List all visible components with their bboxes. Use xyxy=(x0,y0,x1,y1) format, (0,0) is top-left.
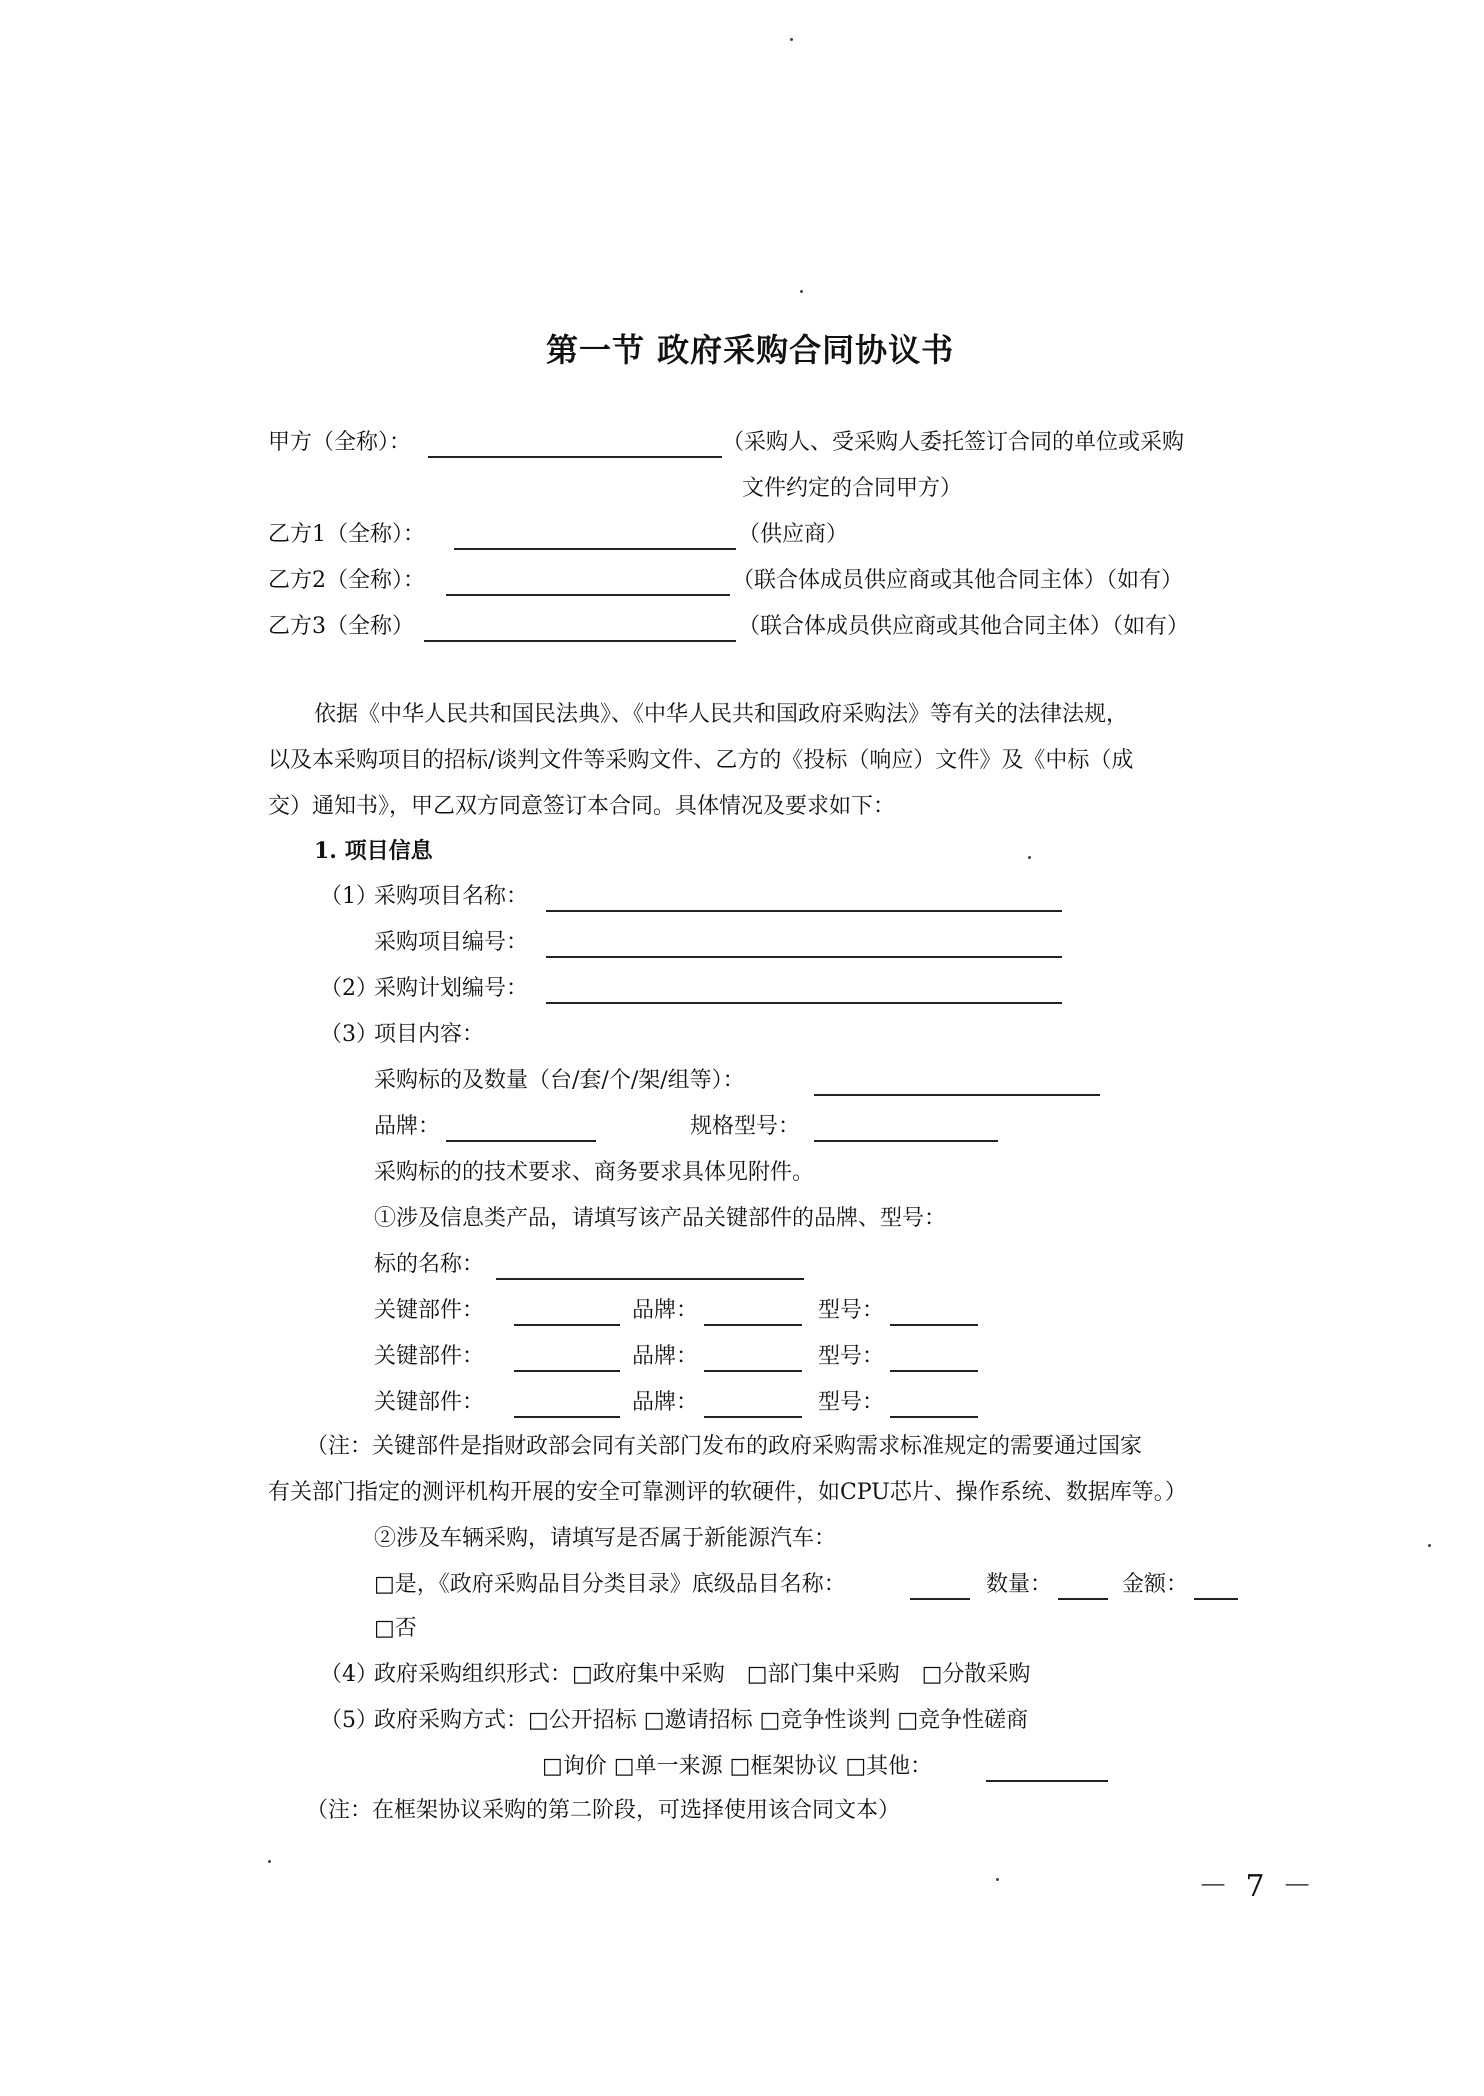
quantity-label: 采购标的及数量（台/套/个/架/组等）： xyxy=(374,1068,745,1093)
vehicle-amount-blank[interactable] xyxy=(1194,1598,1238,1600)
spec-blank[interactable] xyxy=(814,1140,998,1142)
item-2-label: 采购计划编号： xyxy=(374,976,529,1001)
item-2-number: （2） xyxy=(320,976,378,1001)
party-b3-label: 乙方3（全称） xyxy=(268,614,414,639)
key-part-brand-blank[interactable] xyxy=(704,1416,802,1418)
target-name-blank[interactable] xyxy=(496,1278,804,1280)
intro-line-3: 交）通知书》，甲乙双方同意签订本合同。具体情况及要求如下： xyxy=(268,794,896,819)
project-name-blank[interactable] xyxy=(546,910,1062,912)
framework-note: （注：在框架协议采购的第二阶段，可选择使用该合同文本） xyxy=(306,1798,901,1823)
key-part-blank[interactable] xyxy=(514,1324,620,1326)
vehicle-quantity-blank[interactable] xyxy=(1058,1598,1108,1600)
page-title: 第一节 政府采购合同协议书 xyxy=(546,331,955,369)
key-part-label: 关键部件： xyxy=(374,1298,485,1323)
scan-speck xyxy=(1428,1544,1431,1547)
party-a-note: （采购人、受采购人委托签订合同的单位或采购 xyxy=(722,430,1185,455)
item-3-label: 项目内容： xyxy=(374,1022,485,1047)
item-5-number: （5） xyxy=(320,1708,378,1733)
project-code-blank[interactable] xyxy=(546,956,1062,958)
key-part-model-blank[interactable] xyxy=(890,1416,978,1418)
attachment-note: 采购标的的技术要求、商务要求具体见附件。 xyxy=(374,1160,815,1185)
scan-speck xyxy=(996,1878,999,1881)
key-part-model-label: 型号： xyxy=(818,1344,885,1369)
info-product-prompt: ①涉及信息类产品，请填写该产品关键部件的品牌、型号： xyxy=(374,1206,947,1231)
key-part-blank[interactable] xyxy=(514,1416,620,1418)
vehicle-prompt: ②涉及车辆采购，请填写是否属于新能源汽车： xyxy=(374,1526,837,1551)
key-part-label: 关键部件： xyxy=(374,1344,485,1369)
key-part-model-blank[interactable] xyxy=(890,1324,978,1326)
party-b1-blank[interactable] xyxy=(454,548,736,550)
scan-speck xyxy=(800,290,803,293)
key-part-brand-blank[interactable] xyxy=(704,1370,802,1372)
party-b3-blank[interactable] xyxy=(424,640,736,642)
party-b1-label: 乙方1（全称）： xyxy=(268,522,425,547)
section-heading: 1. 项目信息 xyxy=(314,838,433,864)
party-b3-note: （联合体成员供应商或其他合同主体）（如有） xyxy=(738,614,1190,639)
key-part-brand-label: 品牌： xyxy=(632,1298,699,1323)
item-4-number: （4） xyxy=(320,1662,378,1687)
scan-speck xyxy=(790,38,793,41)
scan-speck xyxy=(268,1860,271,1863)
item-3-number: （3） xyxy=(320,1022,378,1047)
scan-speck xyxy=(1028,856,1031,859)
key-part-brand-label: 品牌： xyxy=(632,1390,699,1415)
other-method-blank[interactable] xyxy=(986,1780,1108,1782)
key-part-label: 关键部件： xyxy=(374,1390,485,1415)
page-number: － 7 － xyxy=(1198,1869,1317,1904)
plan-code-blank[interactable] xyxy=(546,1002,1062,1004)
catalog-item-blank[interactable] xyxy=(910,1598,970,1600)
key-part-brand-label: 品牌： xyxy=(632,1344,699,1369)
party-a-label: 甲方（全称）： xyxy=(268,430,412,455)
party-a-blank[interactable] xyxy=(428,456,722,458)
key-part-note-line-2: 有关部门指定的测评机构开展的安全可靠测评的软硬件，如CPU芯片、操作系统、数据库等。） xyxy=(268,1480,1187,1505)
key-part-model-blank[interactable] xyxy=(890,1370,978,1372)
party-a-note-cont: 文件约定的合同甲方） xyxy=(742,476,963,501)
party-b2-blank[interactable] xyxy=(446,594,730,596)
procurement-method-options-cont[interactable]: □询价 □单一来源 □框架协议 □其他： xyxy=(542,1754,933,1779)
item-1-label: 采购项目名称： xyxy=(374,884,529,909)
vehicle-amount-label: 金额： xyxy=(1122,1572,1189,1597)
vehicle-no-option[interactable]: □否 xyxy=(374,1616,417,1641)
key-part-model-label: 型号： xyxy=(818,1298,885,1323)
key-part-model-label: 型号： xyxy=(818,1390,885,1415)
vehicle-yes-option[interactable]: □是，《政府采购品目分类目录》底级品目名称： xyxy=(374,1572,846,1597)
procurement-method-options[interactable]: 政府采购方式：□公开招标 □邀请招标 □竞争性谈判 □竞争性磋商 xyxy=(374,1708,1029,1733)
key-part-brand-blank[interactable] xyxy=(704,1324,802,1326)
spec-label: 规格型号： xyxy=(690,1114,801,1139)
key-part-note-line-1: （注：关键部件是指财政部会同有关部门发布的政府采购需求标准规定的需要通过国家 xyxy=(306,1434,1143,1459)
key-part-blank[interactable] xyxy=(514,1370,620,1372)
quantity-blank[interactable] xyxy=(814,1094,1100,1096)
party-b2-note: （联合体成员供应商或其他合同主体）（如有） xyxy=(732,568,1184,593)
item-1-number: （1） xyxy=(320,884,378,909)
target-name-label: 标的名称： xyxy=(374,1252,485,1277)
brand-blank[interactable] xyxy=(446,1140,596,1142)
intro-line-2: 以及本采购项目的招标/谈判文件等采购文件、乙方的《投标（响应）文件》及《中标（成 xyxy=(268,748,1134,773)
brand-label: 品牌： xyxy=(374,1114,441,1139)
party-b2-label: 乙方2（全称）： xyxy=(268,568,425,593)
intro-line-1: 依据《中华人民共和国民法典》、《中华人民共和国政府采购法》等有关的法律法规， xyxy=(314,702,1129,727)
project-code-label: 采购项目编号： xyxy=(374,930,529,955)
organization-form-options[interactable]: 政府采购组织形式：□政府集中采购 □部门集中采购 □分散采购 xyxy=(374,1662,1031,1687)
party-b1-note: （供应商） xyxy=(738,522,849,547)
vehicle-quantity-label: 数量： xyxy=(986,1572,1053,1597)
